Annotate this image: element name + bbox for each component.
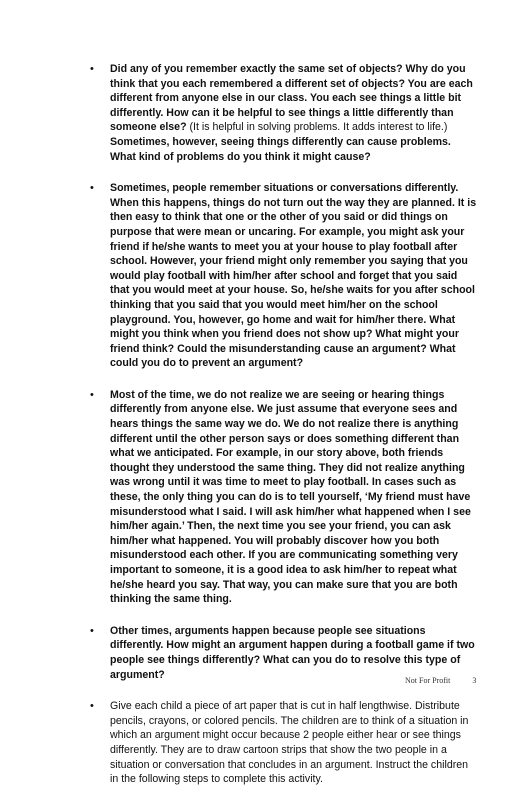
bullet-item-objects [90, 62, 478, 164]
bullet-text-normal: Give each child a piece of art paper that is cut in half lengthwise. Distribute pencils, crayons, or colored pencils. The children are to think of a situation in which an argument might occur because 2 people either hear or see things differently. They are to draw cartoon strips that show the two people in a situation or conversation that concludes in an argument. Instruct the children in the following steps to complete this activity. [110, 700, 469, 786]
bullet-marker: • [90, 700, 94, 713]
bullet-marker: • [90, 63, 94, 75]
bullet-marker: • [90, 388, 94, 401]
bullet-item-conversations [90, 181, 478, 371]
bullet-text-bold: Most of the time, we do not realize we are seeing or hearing things differently from anyone else. We just assume that everyone sees and hears things the same way we do. We do not realize there is anything different until the other person says or does something different than what we anticipated. For example, in our story above, both friends thought they understood the same thing. They did not realize anything was wrong until it was time to meet to play football. In cases such as these, the only thing you can do is to tell yourself, ‘My friend must have misunderstood what I said. I will ask him/her what happened when I see him/her again.’ Then, the next time you see your friend, you can ask him/her what happened. You will probably discover how you both misunderstood each other. If you are communicating something very important to someone, it is a good idea to ask him/her to repeat what he/she heard you say. That way, you can make sure that you are both thinking the same thing. [110, 388, 471, 606]
bullet-text [110, 624, 478, 682]
bullet-text [110, 181, 478, 371]
bullet-marker: • [90, 182, 94, 195]
bullet-text [110, 388, 478, 607]
bullet-text-bold: Sometimes, however, seeing things differently can cause problems. What kind of problems do you think it might cause? [110, 135, 451, 163]
page-footer [405, 676, 476, 685]
bullet-list [90, 62, 478, 804]
page-number: 3 [472, 676, 477, 685]
bullet-text-normal: (It is helpful in solving problems. It adds interest to life.) [186, 121, 448, 134]
bullet-text-bold: Sometimes, people remember situations or conversations differently. When this happens, things do not turn out the way they are planned. It is then easy to think that one or the other of you said or did things on purpose that were mean or uncaring. For example, you might ask your friend if he/she wants to meet you at your house to play football after school. However, your friend might only remember you saying that you would play football with him/her after school and forget that you said that you would meet at your house. So, he/she waits for you after school thinking that you said that you would meet him/her on the school playground. You, however, go home and wait for him/her there. What might you think when you friend does not show up? What might your friend think? Could the misunderstanding cause an argument? What could you do to prevent an argument? [110, 182, 477, 370]
bullet-item-activity [90, 699, 478, 787]
bullet-item-arguments [90, 624, 478, 682]
bullet-text [110, 699, 478, 787]
footer-label: Not For Profit [405, 676, 451, 685]
bullet-text-bold: Other times, arguments happen because people see situations differently. How might an argument happen during a football game if two people see things differently? What can you do to resolve this type of argument? [110, 624, 475, 681]
bullet-marker: • [90, 624, 94, 637]
bullet-item-realize [90, 388, 478, 607]
bullet-text [110, 62, 478, 164]
bullet-text-bold: Did any of you remember exactly the same set of objects? Why do you think that you each remembered a different set of objects? You are each different from anyone else in our class. You each see things a little bit differently. How can it be helpful to see things a little differently than someone else? [110, 63, 473, 134]
